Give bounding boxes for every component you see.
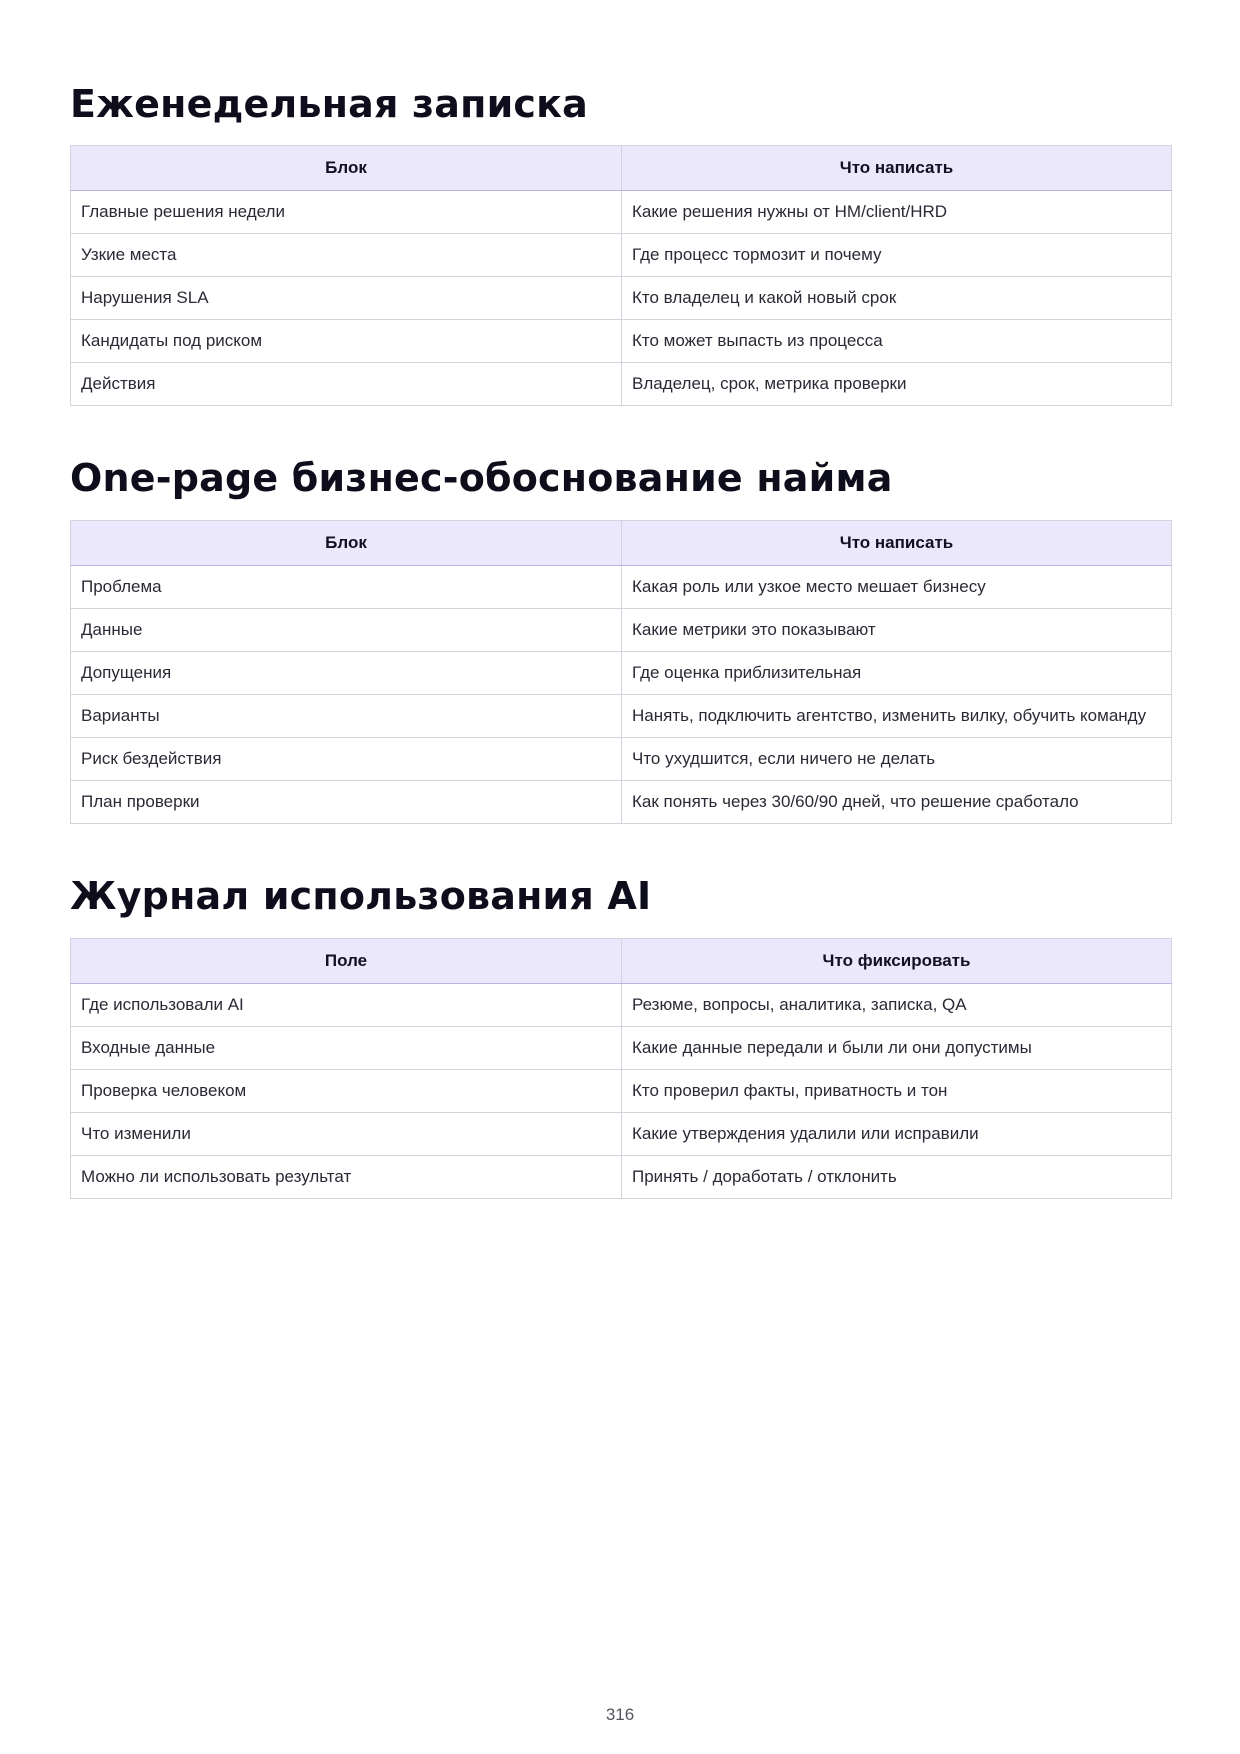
table-cell: Владелец, срок, метрика проверки — [622, 363, 1172, 406]
table-row — [71, 320, 1172, 363]
table-row — [71, 1156, 1172, 1199]
table-row — [71, 984, 1172, 1027]
table-row — [71, 695, 1172, 738]
table-cell: Кто проверил факты, приватность и тон — [622, 1070, 1172, 1113]
table-row — [71, 1027, 1172, 1070]
table-cell: Где оценка приблизительная — [622, 652, 1172, 695]
table-row — [71, 738, 1172, 781]
column-header: Блок — [71, 146, 622, 191]
column-header: Поле — [71, 939, 622, 984]
column-header: Что фиксировать — [622, 939, 1172, 984]
table-cell: Как понять через 30/60/90 дней, что решение сработало — [622, 781, 1172, 824]
table-cell: Принять / доработать / отклонить — [622, 1156, 1172, 1199]
table-cell: Кто владелец и какой новый срок — [622, 277, 1172, 320]
table-cell: Данные — [71, 609, 622, 652]
table-row — [71, 566, 1172, 609]
table-cell: Варианты — [71, 695, 622, 738]
table-row — [71, 363, 1172, 406]
table-cell: Кандидаты под риском — [71, 320, 622, 363]
table-cell: Где использовали AI — [71, 984, 622, 1027]
table-cell: Какие данные передали и были ли они допустимы — [622, 1027, 1172, 1070]
table-cell: План проверки — [71, 781, 622, 824]
table-cell: Что ухудшится, если ничего не делать — [622, 738, 1172, 781]
table-cell: Проверка человеком — [71, 1070, 622, 1113]
table-cell: Какая роль или узкое место мешает бизнесу — [622, 566, 1172, 609]
page-number: 316 — [605, 1705, 635, 1724]
table-cell: Нанять, подключить агентство, изменить вилку, обучить команду — [622, 695, 1172, 738]
column-header: Что написать — [622, 521, 1172, 566]
table-cell: Что изменили — [71, 1113, 622, 1156]
table-cell: Входные данные — [71, 1027, 622, 1070]
table-cell: Главные решения недели — [71, 191, 622, 234]
table-row — [71, 234, 1172, 277]
table-row — [71, 277, 1172, 320]
ai-usage-log-table — [70, 938, 1172, 1199]
table-row — [71, 191, 1172, 234]
table-cell: Где процесс тормозит и почему — [622, 234, 1172, 277]
table-row — [71, 1113, 1172, 1156]
table-row — [71, 781, 1172, 824]
table-cell: Какие метрики это показывают — [622, 609, 1172, 652]
table-cell: Можно ли использовать результат — [71, 1156, 622, 1199]
section-title-weekly-memo: Еженедельная записка — [70, 82, 588, 126]
section-title-business-case: One-page бизнес-обоснование найма — [70, 456, 893, 500]
table-cell: Нарушения SLA — [71, 277, 622, 320]
table-cell: Кто может выпасть из процесса — [622, 320, 1172, 363]
table-cell: Проблема — [71, 566, 622, 609]
table-row — [71, 609, 1172, 652]
table-cell: Риск бездействия — [71, 738, 622, 781]
table-row — [71, 652, 1172, 695]
table-cell: Узкие места — [71, 234, 622, 277]
table-cell: Какие утверждения удалили или исправили — [622, 1113, 1172, 1156]
table-header-row — [71, 521, 1172, 566]
section-title-ai-log: Журнал использования AI — [70, 874, 652, 918]
table-header-row — [71, 939, 1172, 984]
table-row — [71, 1070, 1172, 1113]
weekly-memo-table — [70, 145, 1172, 406]
table-cell: Резюме, вопросы, аналитика, записка, QA — [622, 984, 1172, 1027]
table-cell: Действия — [71, 363, 622, 406]
business-case-table — [70, 520, 1172, 824]
table-header-row — [71, 146, 1172, 191]
column-header: Что написать — [622, 146, 1172, 191]
table-cell: Допущения — [71, 652, 622, 695]
table-cell: Какие решения нужны от HM/client/HRD — [622, 191, 1172, 234]
column-header: Блок — [71, 521, 622, 566]
